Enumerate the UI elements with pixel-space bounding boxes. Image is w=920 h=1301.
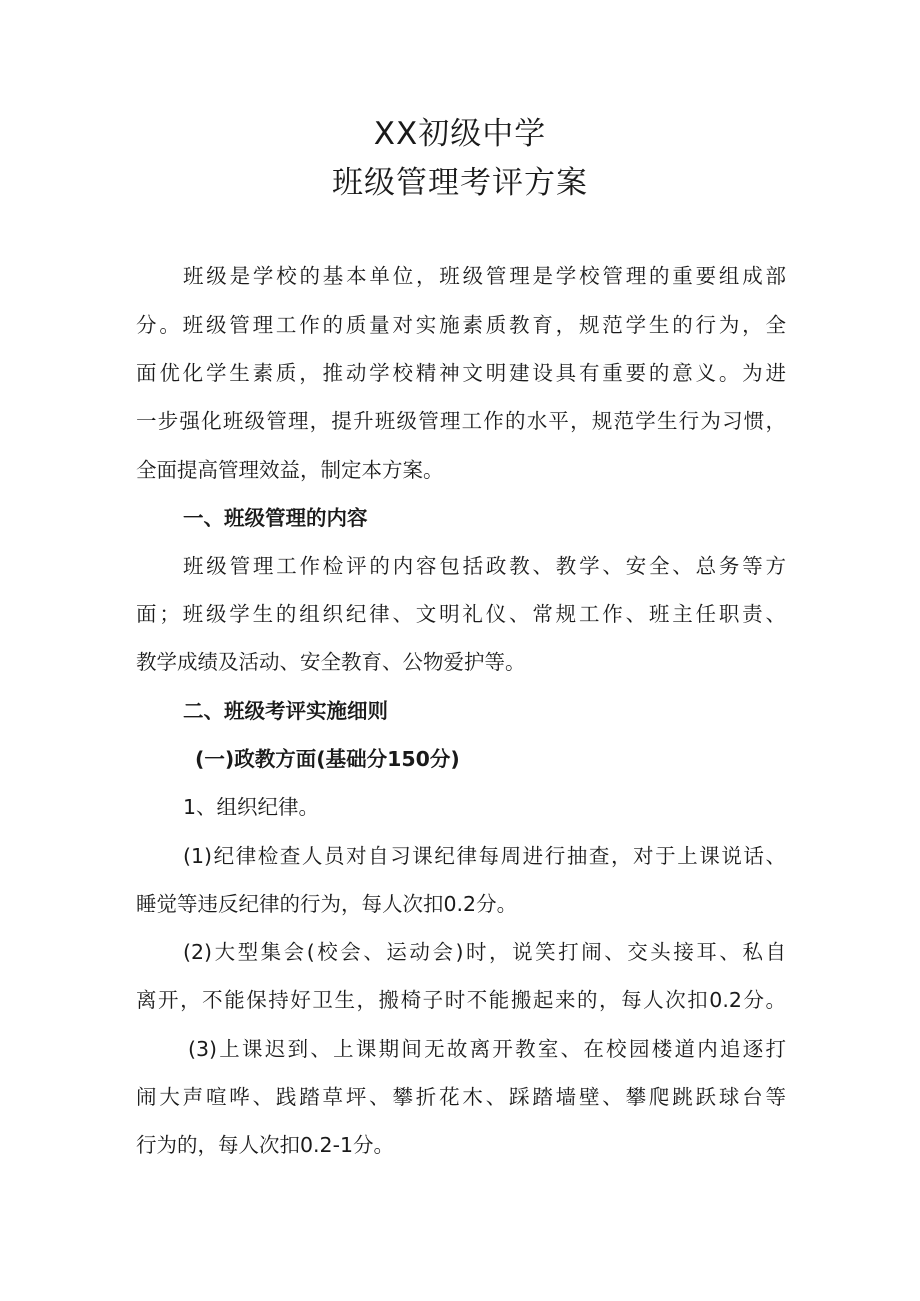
rule-line: 闹大声喧哗、践踏草坪、攀折花木、踩踏墙壁、攀爬跳跃球台等 [136,1085,786,1109]
section-text-line: 面；班级学生的组织纪律、文明礼仪、常规工作、班主任职责、 [136,602,786,626]
section-heading: 二、班级考评实施细则 [183,699,388,723]
document-title: 班级管理考评方案 [332,165,588,201]
intro-line: 一步强化班级管理，提升班级管理工作的水平，规范学生行为习惯， [136,409,786,433]
subsection-heading: (一)政教方面(基础分150分) [195,747,460,771]
section-text-line: 班级管理工作检评的内容包括政教、教学、安全、总务等方 [183,554,786,578]
rule-line: (2)大型集会(校会、运动会)时，说笑打闹、交头接耳、私自 [183,940,786,964]
section-text-line: 教学成绩及活动、安全教育、公物爱护等。 [136,650,526,674]
rule-line: (3)上课迟到、上课期间无故离开教室、在校园楼道内追逐打 [188,1037,786,1061]
rule-line: 行为的，每人次扣0.2-1分。 [136,1133,395,1157]
intro-line: 班级是学校的基本单位，班级管理是学校管理的重要组成部 [183,264,786,288]
item-title: 1、组织纪律。 [183,795,320,819]
intro-line: 全面提高管理效益，制定本方案。 [136,458,444,482]
school-name-title: XX初级中学 [373,116,547,152]
section-heading: 一、班级管理的内容 [183,506,368,530]
intro-line: 分。班级管理工作的质量对实施素质教育，规范学生的行为，全 [136,313,786,337]
rule-line: 睡觉等违反纪律的行为，每人次扣0.2分。 [136,892,518,916]
rule-line: 离开，不能保持好卫生，搬椅子时不能搬起来的，每人次扣0.2分。 [136,988,786,1012]
rule-line: (1)纪律检查人员对自习课纪律每周进行抽查，对于上课说话、 [183,844,786,868]
intro-line: 面优化学生素质，推动学校精神文明建设具有重要的意义。为进 [136,361,786,385]
